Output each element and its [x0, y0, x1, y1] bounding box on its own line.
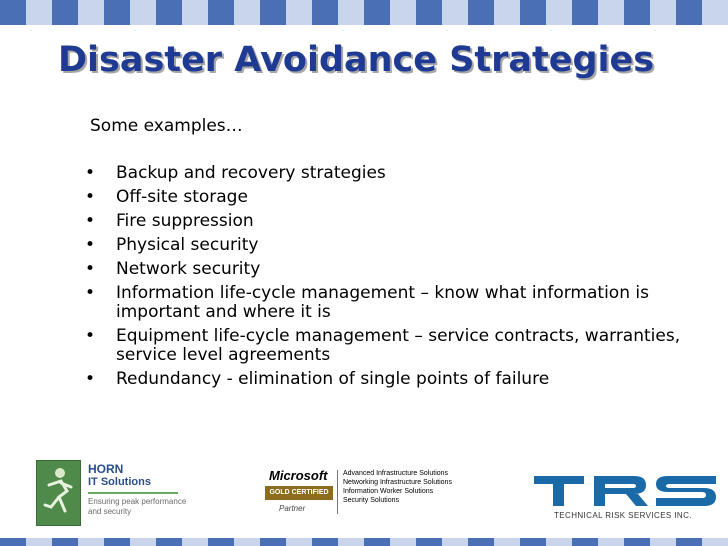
partner-label: Partner: [279, 504, 306, 513]
checker-cell: [234, 538, 260, 546]
horn-tagline: and security: [88, 507, 132, 516]
checker-cell: [364, 538, 390, 546]
checker-cell: [676, 538, 702, 546]
checker-cell: [624, 538, 650, 546]
bullet-icon: •: [85, 211, 96, 231]
checker-cell: [624, 0, 650, 25]
checker-cell: [26, 0, 52, 25]
runner-logo-icon: [36, 460, 81, 526]
bullet-text: Fire suppression: [116, 211, 254, 231]
bullet-icon: •: [85, 326, 96, 346]
checker-cell: [52, 538, 78, 546]
bullet-item: [82, 370, 702, 389]
horn-name: HORN: [88, 462, 124, 476]
checker-cell: [0, 538, 26, 546]
checker-cell: [598, 538, 624, 546]
bullet-item: [82, 188, 702, 207]
competency-item: Advanced Infrastructure Solutions: [343, 470, 449, 477]
checker-cell: [182, 538, 208, 546]
checker-cell: [650, 538, 676, 546]
checker-cell: [494, 538, 520, 546]
horn-it-solutions-logo: [36, 460, 187, 526]
bullet-icon: •: [85, 163, 96, 183]
bullet-text: Equipment life-cycle management – service contracts, warranties, service level agreements: [116, 326, 681, 365]
checker-cell: [338, 538, 364, 546]
bullet-item: [82, 260, 702, 279]
slide-title: Disaster Avoidance Strategies: [58, 40, 655, 80]
checker-cell: [208, 0, 234, 25]
checker-cell: [494, 0, 520, 25]
header-checker-bar: [0, 0, 728, 25]
trs-logo: [530, 474, 720, 524]
checker-cell: [52, 0, 78, 25]
checker-cell: [416, 538, 442, 546]
bullet-icon: •: [85, 283, 96, 303]
competency-item: Networking Infrastructure Solutions: [343, 479, 452, 486]
checker-cell: [78, 0, 104, 25]
microsoft-gold-partner-logo: [265, 468, 452, 518]
checker-cell: [338, 0, 364, 25]
horn-tagline: Ensuring peak performance: [88, 497, 187, 506]
horn-subname: IT Solutions: [88, 476, 151, 488]
bullet-text: Information life-cycle management – know what information is important and where it is: [116, 283, 649, 322]
bullet-text: Backup and recovery strategies: [116, 163, 386, 183]
checker-cell: [598, 0, 624, 25]
checker-cell: [260, 0, 286, 25]
checker-cell: [312, 0, 338, 25]
trs-letters-icon: [530, 474, 716, 508]
checker-cell: [156, 0, 182, 25]
checker-cell: [130, 538, 156, 546]
checker-cell: [572, 0, 598, 25]
checker-cell: [468, 538, 494, 546]
checker-cell: [26, 538, 52, 546]
checker-cell: [546, 0, 572, 25]
checker-cell: [442, 0, 468, 25]
checker-cell: [78, 538, 104, 546]
bullet-item: [82, 236, 702, 255]
bullet-item: [82, 212, 702, 231]
bullet-item: [82, 164, 702, 183]
checker-cell: [104, 0, 130, 25]
competency-item: Security Solutions: [343, 497, 400, 504]
checker-cell: [364, 0, 390, 25]
checker-cell: [286, 0, 312, 25]
gold-certified-badge: GOLD CERTIFIED: [265, 486, 333, 500]
bullet-list: [82, 164, 702, 394]
bullet-text: Redundancy - elimination of single points of failure: [116, 369, 550, 389]
checker-cell: [234, 0, 260, 25]
horn-divider: [88, 492, 178, 494]
bullet-text: Off-site storage: [116, 187, 248, 207]
checker-cell: [520, 0, 546, 25]
checker-cell: [104, 538, 130, 546]
checker-cell: [0, 0, 26, 25]
trs-subtitle: TECHNICAL RISK SERVICES INC.: [554, 511, 692, 520]
microsoft-brand: Microsoft: [269, 468, 328, 483]
checker-cell: [130, 0, 156, 25]
bullet-text: Physical security: [116, 235, 259, 255]
bullet-item: [82, 327, 702, 365]
checker-cell: [702, 538, 728, 546]
checker-cell: [208, 538, 234, 546]
checker-cell: [520, 538, 546, 546]
checker-cell: [702, 0, 728, 25]
bullet-text: Network security: [116, 259, 261, 279]
checker-cell: [676, 0, 702, 25]
checker-cell: [416, 0, 442, 25]
checker-cell: [442, 538, 468, 546]
checker-cell: [468, 0, 494, 25]
checker-cell: [390, 538, 416, 546]
checker-cell: [182, 0, 208, 25]
checker-cell: [312, 538, 338, 546]
bullet-icon: •: [85, 235, 96, 255]
checker-cell: [390, 0, 416, 25]
bullet-icon: •: [85, 187, 96, 207]
checker-cell: [286, 538, 312, 546]
footer-checker-bar: [0, 538, 728, 546]
checker-cell: [572, 538, 598, 546]
bullet-item: [82, 284, 702, 322]
checker-cell: [156, 538, 182, 546]
checker-cell: [546, 538, 572, 546]
intro-text: Some examples…: [90, 116, 243, 136]
checker-cell: [650, 0, 676, 25]
competency-item: Information Worker Solutions: [343, 488, 434, 495]
microsoft-divider: [337, 470, 338, 514]
competency-list: [343, 469, 452, 505]
bullet-icon: •: [85, 259, 96, 279]
checker-cell: [260, 538, 286, 546]
bullet-icon: •: [85, 369, 96, 389]
